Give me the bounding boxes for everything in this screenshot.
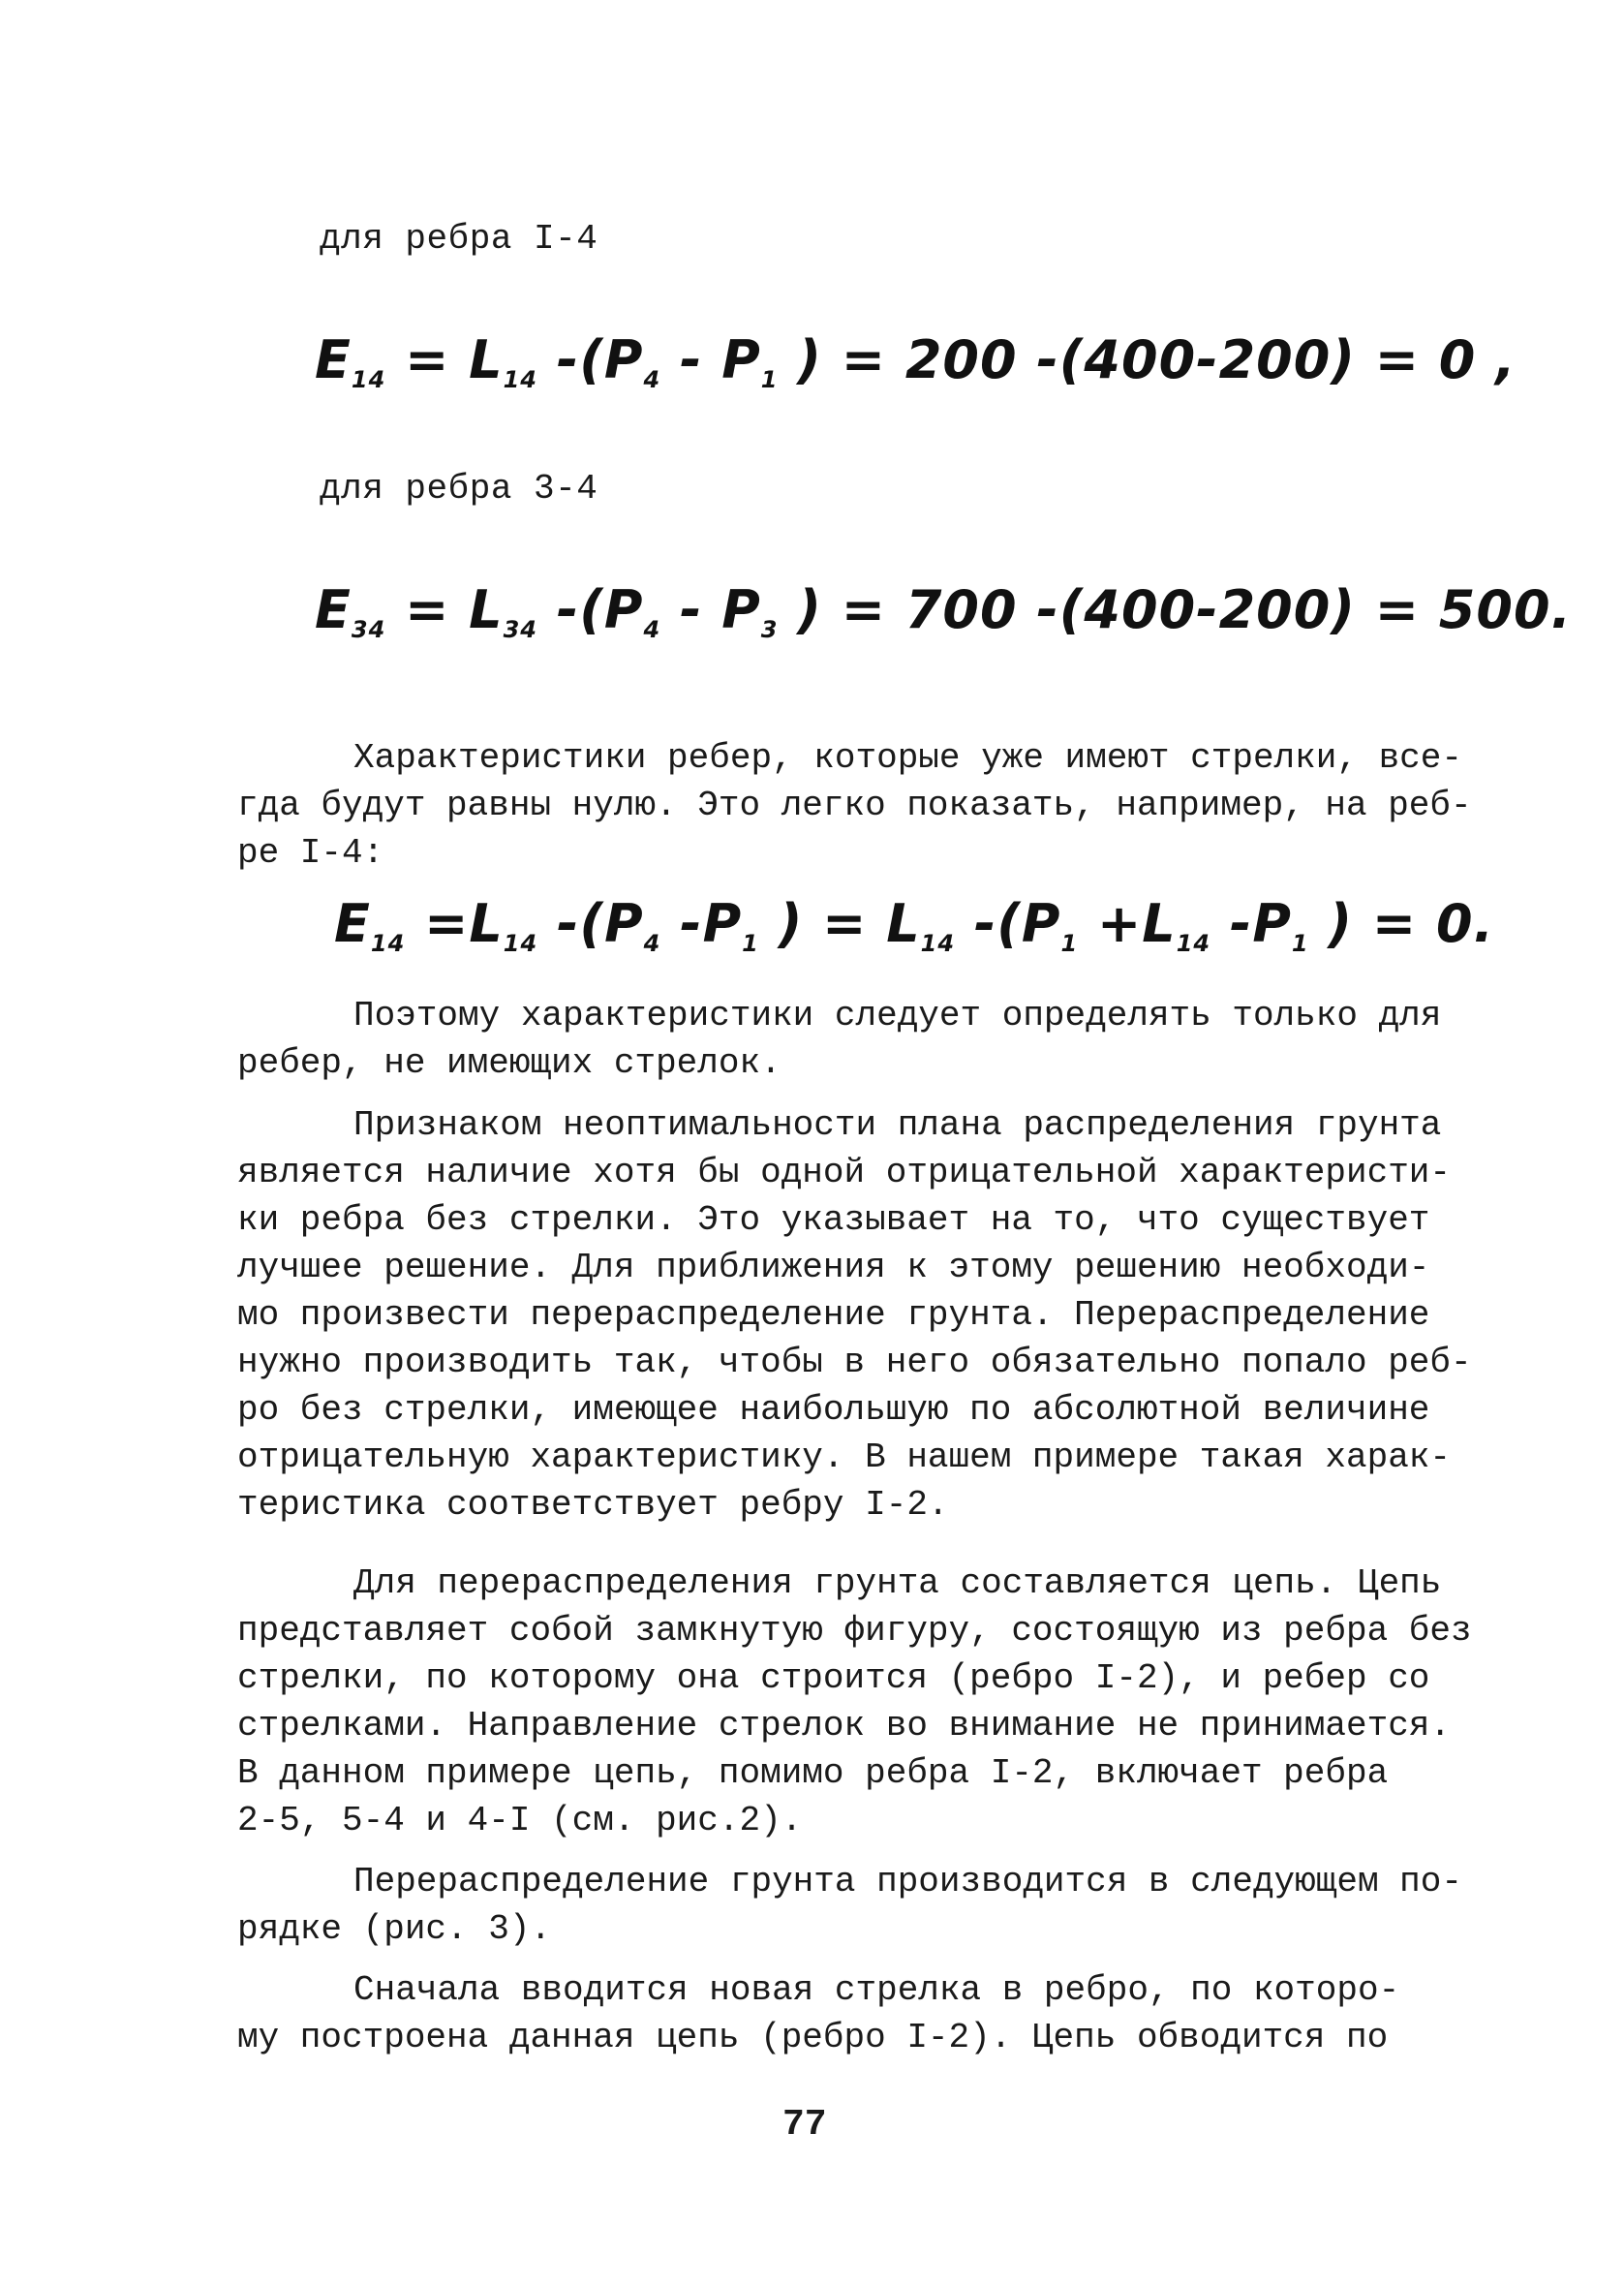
paragraph-chain: Для перераспределения грунта составляется цепь. Цепь представляет собой замкнутую фигуру, состоящую из ребра без стрелки, по которому она строится (ребро I-2), и ребер со стрелками. Направление стрелок во внимание не принимается. В данном примере цепь, помимо ребра I-2, включает ребра 2-5, 5-4 и 4-I (см. рис.2). (237, 1563, 1472, 1840)
paragraph-non-optimality: Признаком неоптимальности плана распределения грунта является наличие хотя бы одной отрицательной характеристи- ки ребра без стрелки. Это указывает на то, что существует лучшее решение. Для приближения к этому решению необходи- мо произвести перераспределение грунта. Перераспределение нужно производить так, чтобы в него обязательно попало реб- ро без стрелки, имеющее наибольшую по абсолютной величине отрицательную характеристику. В нашем примере такая харак- теристика соответствует ребру I-2. (237, 1105, 1472, 1525)
formula-e14-zero: $E_{14} =L_{14}$ $-(P_4$ $-P_1$ ) = $L_{14}$ $-(P_1 +L_{14}$ $-P_1$ ) = 0. (334, 893, 1495, 957)
paragraph-new-arrow: Сначала вводится новая стрелка в ребро, по которо- му построена данная цепь (ребро I-2). Цепь обводится по (237, 1970, 1400, 2057)
edge-label-3-4: для ребра 3-4 (320, 469, 598, 509)
edge-label-1-4: для ребра I-4 (320, 219, 598, 259)
paragraph-determine-characteristics: Поэтому характеристики следует определять только для ребер, не имеющих стрелок. (237, 996, 1442, 1083)
paragraph-redistribution-order: Перераспределение грунта производится в следующем по- рядке (рис. 3). (237, 1862, 1462, 1949)
formula-e14: $E_{14} = L_{14}$ $-(P_4 - P_1$ ) = 200 -(400-200) = 0 , (315, 329, 1517, 393)
formula-e34: $E_{34} = L_{34}$ $-(P_4 - P_3$ ) = 700 -(400-200) = 500. (315, 579, 1573, 643)
page-number: 77 (782, 2104, 827, 2146)
paragraph-arrow-edges: Характеристики ребер, которые уже имеют стрелки, все- гда будут равны нулю. Это легко показать, например, на реб- ре I-4: (237, 738, 1472, 873)
